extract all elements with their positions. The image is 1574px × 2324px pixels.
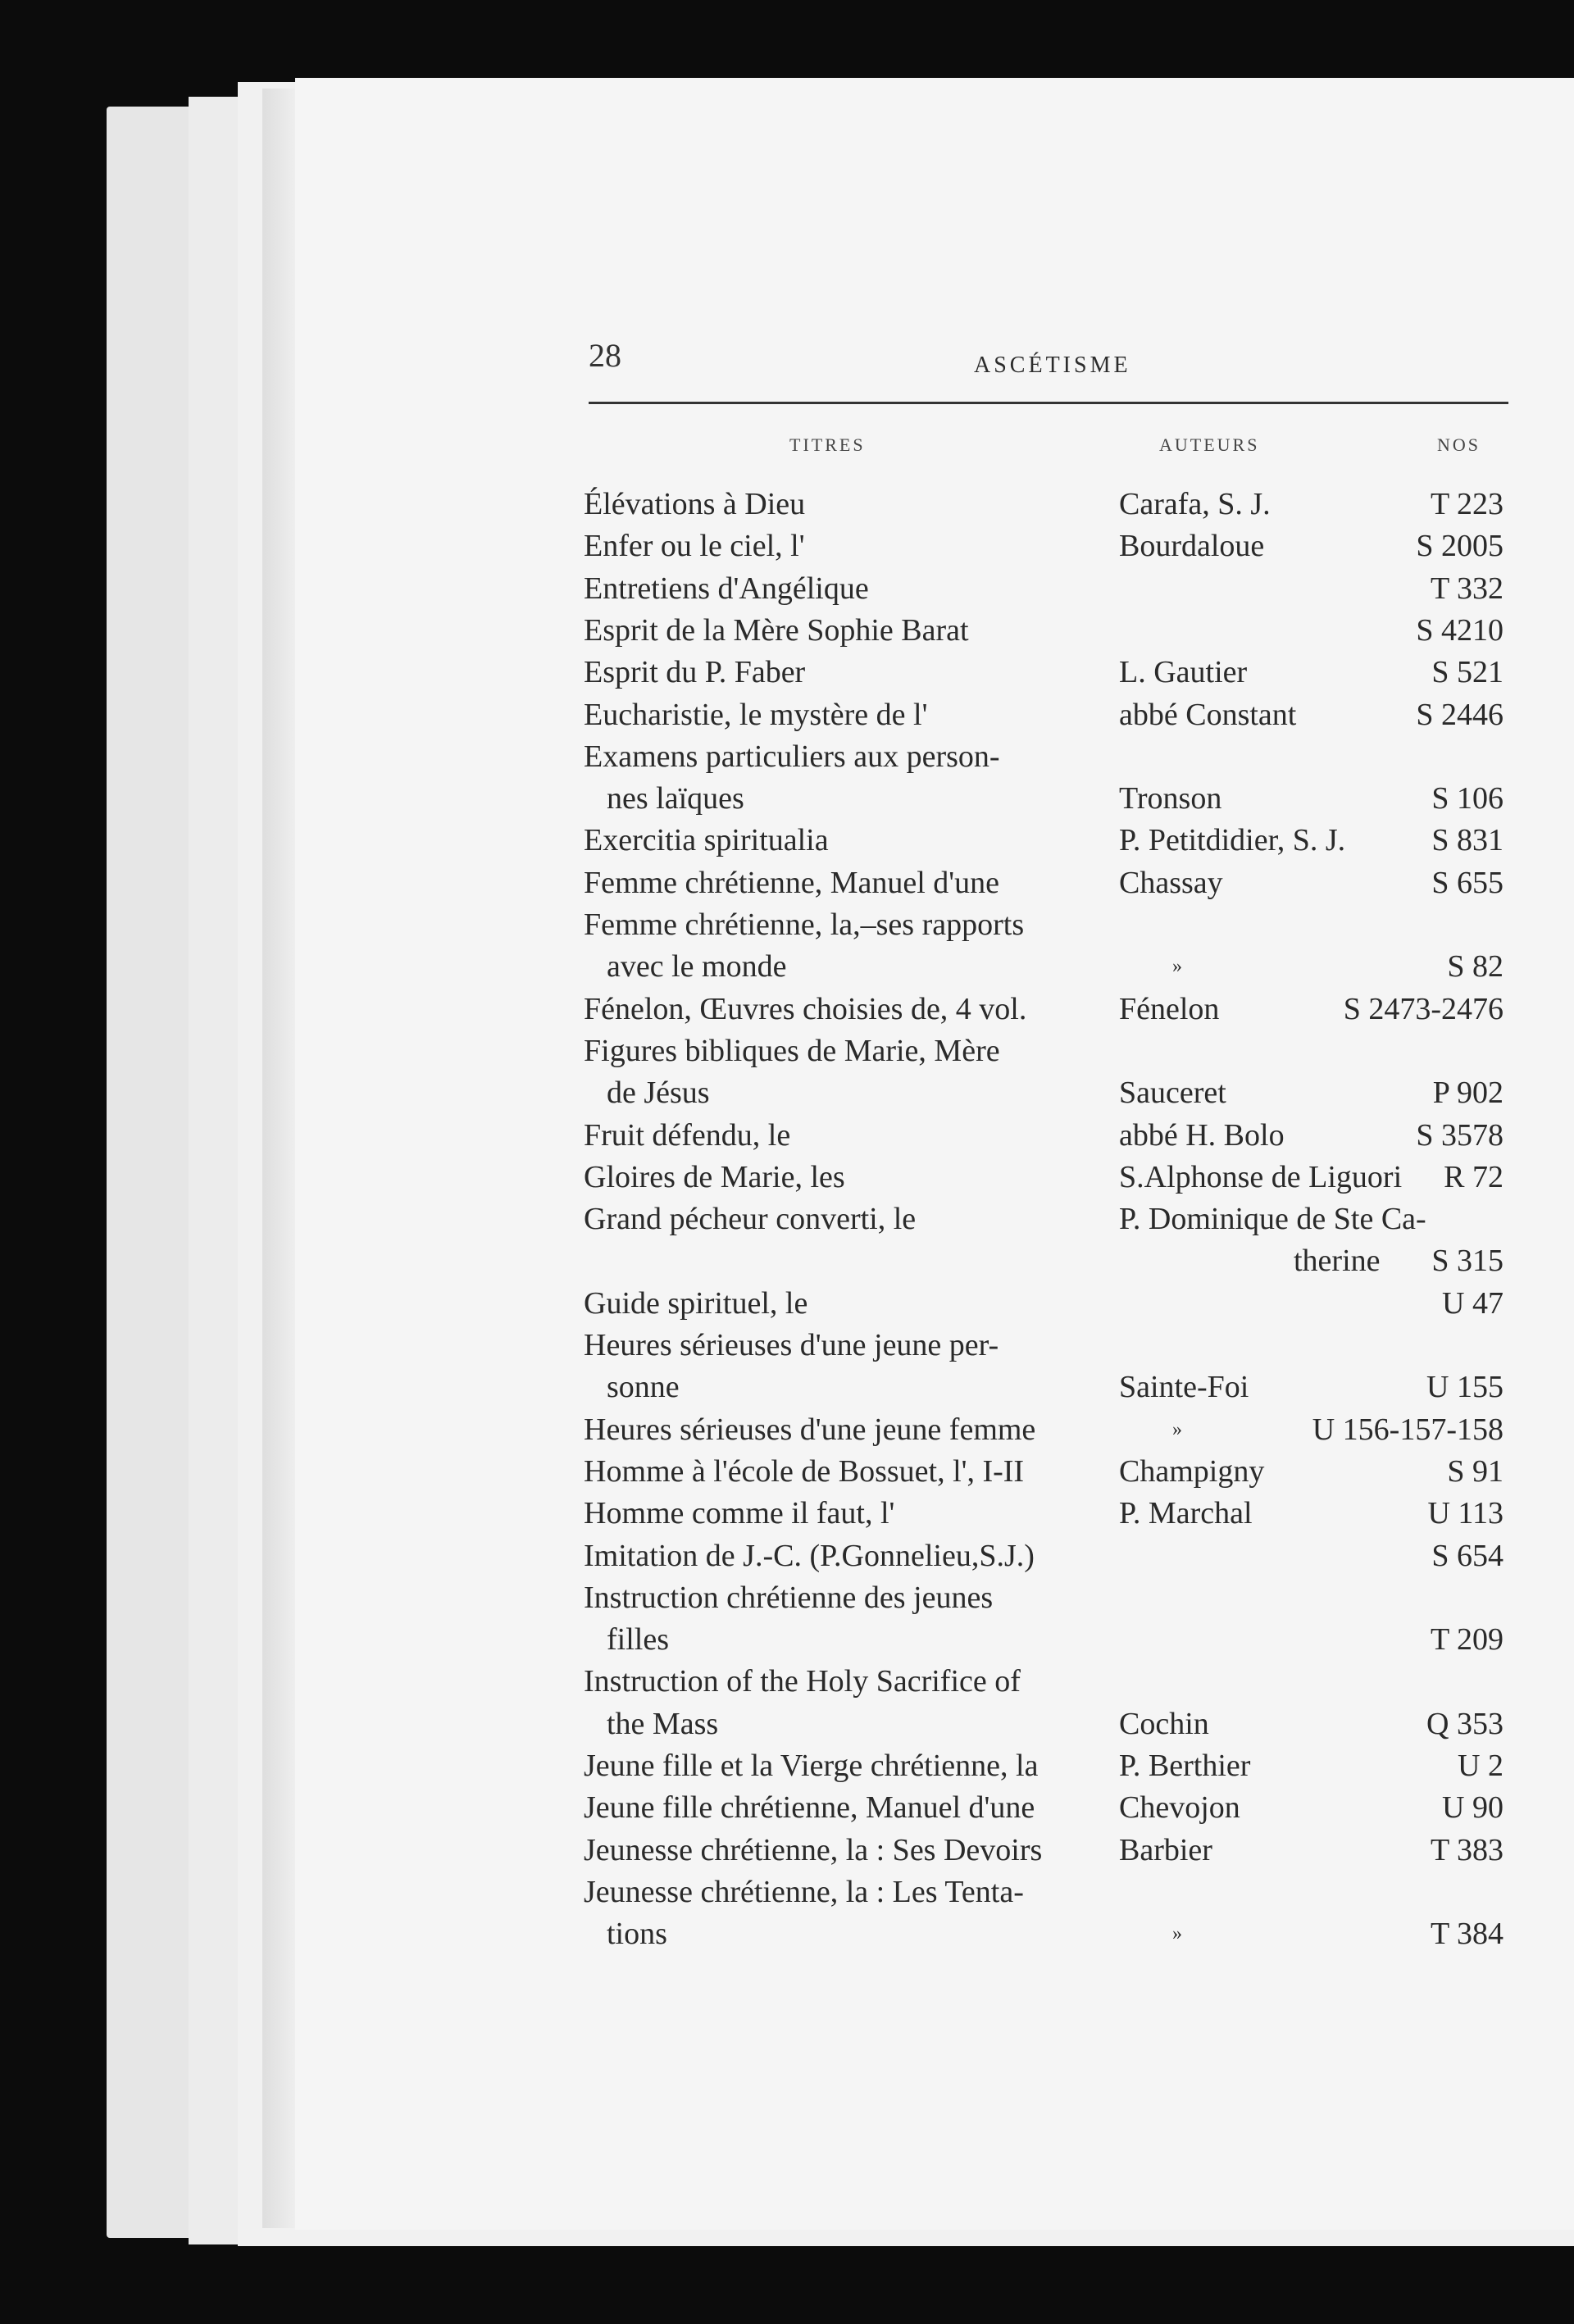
entry-title: Enfer ou le ciel, l' <box>584 529 805 564</box>
entry-number: S 655 <box>1431 865 1503 900</box>
entry-author: Chevojon <box>1119 1790 1240 1826</box>
entry-author-line <box>0 1198 1574 1239</box>
entry-title: Heures sérieuses d'une jeune per- <box>584 1328 999 1362</box>
column-header-titres: TITRES <box>789 434 866 455</box>
entry-title: Homme à l'école de Bossuet, l', I-II <box>584 1453 1025 1489</box>
entry-number-line <box>0 1283 1574 1324</box>
entry-number-line <box>0 946 1574 987</box>
entry-title: Examens particuliers aux person- <box>584 739 1000 774</box>
entry-author: Chassay <box>1119 865 1223 900</box>
entry-line <box>0 736 1574 777</box>
entry-author: Bourdaloue <box>1119 529 1265 564</box>
entry-author: L. Gautier <box>1119 655 1248 690</box>
entry-number-line <box>0 1703 1574 1744</box>
entry-number: S 521 <box>1431 655 1503 690</box>
entry-title: Instruction of the Holy Sacrifice of <box>584 1664 1021 1699</box>
entry-number: S 654 <box>1431 1538 1503 1573</box>
entry-number-line <box>0 778 1574 819</box>
entry-number-line <box>0 1830 1574 1871</box>
entry-number: U 90 <box>1442 1790 1503 1826</box>
entry-number-line <box>0 1787 1574 1828</box>
entry-number-line <box>0 1913 1574 1954</box>
entry-title: Jeune fille chrétienne, Manuel d'une <box>584 1790 1035 1826</box>
entry-title: Jeune fille et la Vierge chrétienne, la <box>584 1749 1039 1783</box>
entry-number: S 3578 <box>1416 1117 1503 1153</box>
entry-title: Entretiens d'Angélique <box>584 571 869 606</box>
entry-number: S 106 <box>1431 781 1503 816</box>
entry-author: Sauceret <box>1119 1076 1226 1111</box>
entry-line <box>0 904 1574 945</box>
entry-title: tions <box>607 1917 667 1952</box>
entry-title: Femme chrétienne, Manuel d'une <box>584 865 1000 900</box>
entry-number: R 72 <box>1444 1159 1503 1194</box>
entry-number-line <box>0 989 1574 1030</box>
entry-title: Exercitia spiritualia <box>584 823 829 858</box>
entry-title: Eucharistie, le mystère de l' <box>584 697 928 732</box>
entry-number-line <box>0 1409 1574 1450</box>
entry-author: Sainte-Foi <box>1119 1370 1249 1405</box>
entry-title: Fruit défendu, le <box>584 1117 791 1153</box>
entry-author: Tronson <box>1119 781 1222 816</box>
entry-number-line <box>0 1157 1574 1198</box>
entry-author: Cochin <box>1119 1706 1209 1741</box>
entry-author: abbé Constant <box>1119 697 1297 732</box>
entry-number-line <box>0 1619 1574 1660</box>
entry-number-line <box>0 1115 1574 1156</box>
entry-number: S 91 <box>1447 1453 1503 1489</box>
entry-number-line <box>0 652 1574 693</box>
entry-author: Carafa, S. J. <box>1119 487 1271 521</box>
entry-author: Champigny <box>1119 1453 1265 1489</box>
entry-number: T 209 <box>1430 1622 1503 1658</box>
entry-author: » <box>1172 956 1182 978</box>
entry-title: Figures bibliques de Marie, Mère <box>584 1033 1000 1068</box>
entry-title: sonne <box>607 1370 680 1405</box>
running-title: ASCÉTISME <box>974 352 1131 378</box>
entry-number-line <box>0 484 1574 525</box>
entry-title: Jeunesse chrétienne, la : Les Tenta- <box>584 1874 1024 1909</box>
entry-author: abbé H. Bolo <box>1119 1117 1285 1153</box>
entry-number: U 113 <box>1427 1496 1503 1531</box>
entry-title: Femme chrétienne, la,–ses rapports <box>584 907 1025 942</box>
entry-number: Q 353 <box>1426 1706 1503 1741</box>
entry-number-line <box>0 1451 1574 1492</box>
entry-number: S 4210 <box>1416 612 1503 648</box>
entry-number-line <box>0 1072 1574 1113</box>
entry-number: U 2 <box>1458 1749 1503 1783</box>
entry-author: » <box>1172 1418 1182 1440</box>
entry-title: Esprit du P. Faber <box>584 655 806 690</box>
entry-title: nes laïques <box>607 781 744 816</box>
entry-number: S 315 <box>1431 1244 1503 1279</box>
entry-number-line <box>0 694 1574 735</box>
entry-title: Homme comme il faut, l' <box>584 1496 895 1531</box>
entry-number: P 902 <box>1432 1076 1503 1111</box>
entry-author: Fénelon <box>1119 991 1220 1026</box>
entry-line <box>0 1871 1574 1912</box>
entry-number-line <box>0 568 1574 609</box>
entry-line <box>0 1661 1574 1702</box>
entry-author: » <box>1172 1923 1182 1945</box>
entry-title: Heures sérieuses d'une jeune femme <box>584 1412 1036 1447</box>
column-header-auteurs: AUTEURS <box>1159 434 1260 455</box>
entry-line <box>0 1325 1574 1366</box>
entry-number-line <box>0 862 1574 903</box>
entry-number: T 383 <box>1430 1832 1503 1867</box>
entry-number-line <box>0 1367 1574 1408</box>
column-header-nos: NOS <box>1437 434 1481 455</box>
entry-title: Jeunesse chrétienne, la : Ses Devoirs <box>584 1832 1043 1867</box>
entry-title: Élévations à Dieu <box>584 487 806 521</box>
entry-title: Imitation de J.-C. (P.Gonnelieu,S.J.) <box>584 1538 1035 1573</box>
entry-title: Gloires de Marie, les <box>584 1159 845 1194</box>
entry-author: S.Alphonse de Liguori <box>1119 1159 1403 1194</box>
entry-number: T 223 <box>1430 487 1503 521</box>
entry-title: Fénelon, Œuvres choisies de, 4 vol. <box>584 991 1027 1026</box>
entry-number: S 831 <box>1431 823 1503 858</box>
entry-number: U 156-157-158 <box>1312 1412 1503 1447</box>
entry-number-line <box>0 1745 1574 1786</box>
entry-title: Instruction chrétienne des jeunes <box>584 1580 994 1615</box>
entry-author-continuation: therine <box>1294 1244 1381 1279</box>
page-number: 28 <box>589 337 621 374</box>
entry-line <box>0 1030 1574 1071</box>
entry-title: Grand pécheur converti, le <box>584 1202 917 1237</box>
entry-author: P. Marchal <box>1119 1496 1253 1531</box>
entry-author: P. Petitdidier, S. J. <box>1119 823 1346 858</box>
entry-number-line <box>0 820 1574 861</box>
entry-title: filles <box>607 1622 669 1658</box>
entry-number-line <box>0 1535 1574 1576</box>
entry-author: Barbier <box>1119 1832 1212 1867</box>
entry-author: P. Berthier <box>1119 1749 1251 1783</box>
entry-number: S 2473-2476 <box>1343 991 1503 1026</box>
entry-title: Guide spirituel, le <box>584 1285 808 1321</box>
entry-number: S 2005 <box>1416 529 1503 564</box>
entry-title: the Mass <box>607 1706 719 1741</box>
entry-number: U 155 <box>1426 1370 1503 1405</box>
entry-number-line <box>0 1493 1574 1534</box>
entry-number-line <box>0 610 1574 651</box>
entry-title: de Jésus <box>607 1076 710 1111</box>
entry-title: Esprit de la Mère Sophie Barat <box>584 612 969 648</box>
entry-number-line <box>0 1240 1574 1281</box>
entry-number: U 47 <box>1442 1285 1503 1321</box>
entry-number: T 332 <box>1430 571 1503 606</box>
entry-line <box>0 1577 1574 1618</box>
entry-number: T 384 <box>1430 1917 1503 1952</box>
entry-author: P. Dominique de Ste Ca- <box>1119 1202 1426 1237</box>
entry-number: S 2446 <box>1416 697 1503 732</box>
entry-number-line <box>0 525 1574 566</box>
entry-number: S 82 <box>1447 949 1503 985</box>
entry-title: avec le monde <box>607 949 787 985</box>
